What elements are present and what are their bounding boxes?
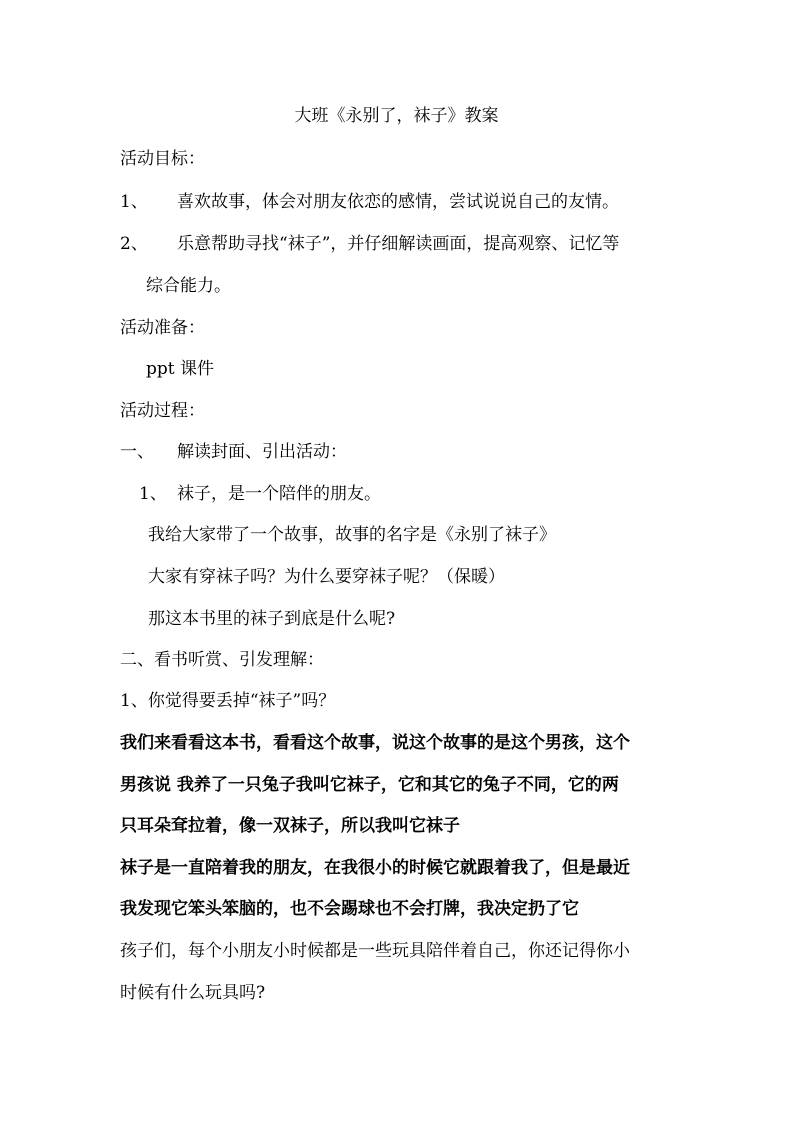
step-1-line-2: 大家有穿袜子吗？为什么要穿袜子呢？（保暖） <box>148 567 505 587</box>
story-line-5: 我发现它笨头笨脑的，也不会踢球也不会打牌，我决定扔了它 <box>120 899 579 919</box>
step-2-question-1: 1、你觉得要丢掉“袜子”吗？ <box>120 691 336 711</box>
goal-heading: 活动目标： <box>120 149 205 169</box>
goal-2-number: 2、 <box>120 234 148 254</box>
closing-line-1: 孩子们，每个小朋友小时候都是一些玩具陪伴着自己，你还记得你小 <box>120 941 630 961</box>
step-1-line-3: 那这本书里的袜子到底是什么呢? <box>148 609 396 629</box>
goal-2-continuation: 综合能力。 <box>146 276 231 296</box>
story-line-1: 我们来看看这本书，看看这个故事，说这个故事的是这个男孩，这个 <box>120 733 630 753</box>
step-1-sub-title: 袜子，是一个陪伴的朋友。 <box>177 484 381 504</box>
goal-1-number: 1、 <box>120 192 148 212</box>
closing-line-2: 时候有什么玩具吗? <box>120 983 266 1003</box>
document-title: 大班《永别了，袜子》教案 <box>294 106 499 126</box>
story-line-2: 男孩说 我养了一只兔子我叫它袜子，它和其它的兔子不同，它的两 <box>120 775 619 795</box>
process-heading: 活动过程： <box>120 401 205 421</box>
step-1-title: 解读封面、引出活动： <box>177 442 347 462</box>
prep-item: ppt 课件 <box>146 359 214 379</box>
story-line-3: 只耳朵耷拉着，像一双袜子，所以我叫它袜子 <box>120 816 460 836</box>
step-1-number: 一、 <box>120 442 154 462</box>
goal-2-text: 乐意帮助寻找“袜子”，并仔细解读画面，提高观察、记忆等 <box>177 234 620 254</box>
goal-1-text: 喜欢故事，体会对朋友依恋的感情，尝试说说自己的友情。 <box>177 192 619 212</box>
step-2-title: 二、看书听赏、引发理解： <box>120 650 324 670</box>
prep-heading: 活动准备： <box>120 318 205 338</box>
step-1-line-1: 我给大家带了一个故事，故事的名字是《永别了袜子》 <box>148 525 556 545</box>
step-1-sub-number: 1、 <box>139 484 167 504</box>
story-line-4: 袜子是一直陪着我的朋友，在我很小的时候它就跟着我了，但是最近 <box>120 858 630 878</box>
